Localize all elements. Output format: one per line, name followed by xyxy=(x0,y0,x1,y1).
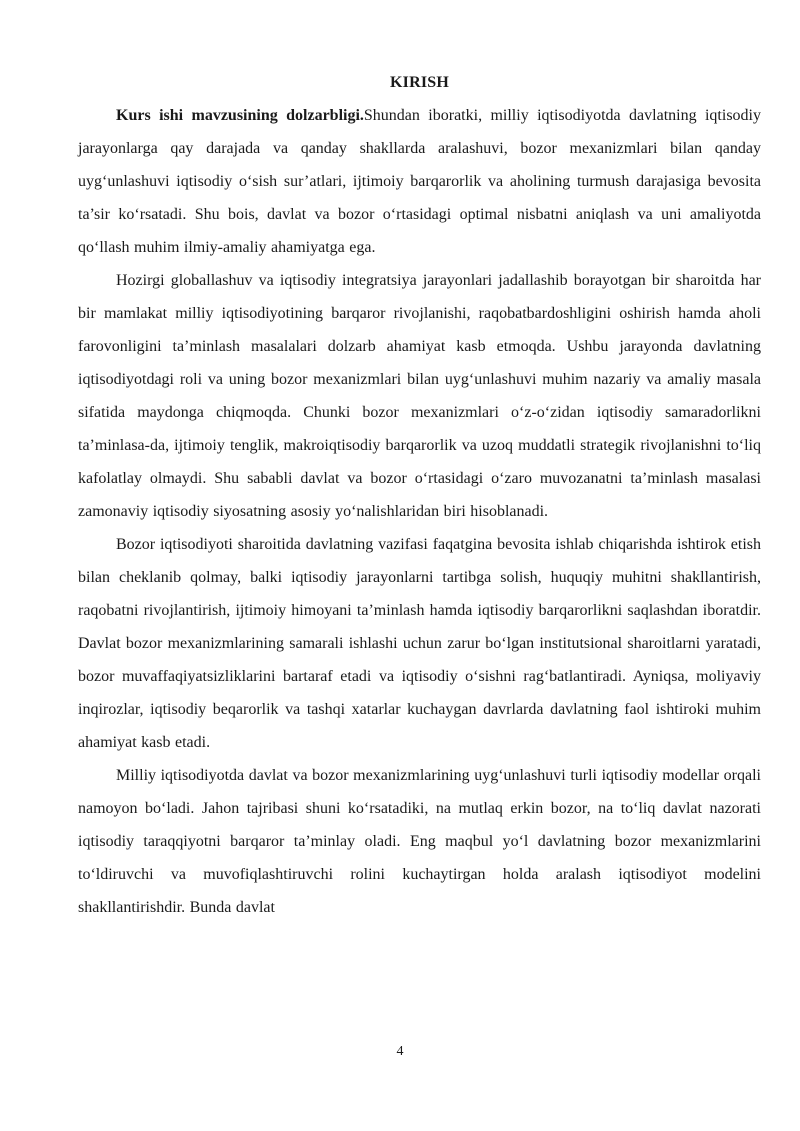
section-heading: KIRISH xyxy=(390,74,449,91)
paragraph-economic-models: Milliy iqtisodiyotda davlat va bozor mexanizmlarining uyg‘unlashuvi turli iqtisodiy modellar orqali namoyon bo‘ladi. Jahon tajribasi shuni ko‘rsatadiki, na mutlaq erkin bozor, na to‘liq davlat nazorati iqtisodiy taraqqiyotni barqaror ta’minlay oladi. Eng maqbul yo‘l davlatning bozor mexanizmlarini to‘ldiruvchi va muvofiqlashtiruvchi rolini kuchaytirgan holda aralash iqtisodiyot modelini shakllantirishdir. Bunda davlat xyxy=(78,767,761,916)
paragraph-state-role: Bozor iqtisodiyoti sharoitida davlatning vazifasi faqatgina bevosita ishlab chiqarishda ishtirok etish bilan cheklanib qolmay, balki iqtisodiy jarayonlarni tartibga solish, huquqiy muhitni shakllantirish, raqobatni rivojlantirish, ijtimoiy himoyani ta’minlash hamda iqtisodiy barqarorlikni saqlashdan iboratdir. Davlat bozor mexanizmlarining samarali ishlashi uchun zarur bo‘lgan institutsional sharoitlarni yaratadi, bozor muvaffaqiyatsizliklarini bartaraf etadi va iqtisodiy o‘sishni rag‘batlantiradi. Ayniqsa, moliyaviy inqirozlar, iqtisodiy beqarorlik va tashqi xatarlar kuchaygan davrlarda davlatning faol ishtiroki muhim ahamiyat kasb etadi. xyxy=(78,536,761,751)
paragraph-lead-bold: Kurs ishi mavzusining dolzarbligi. xyxy=(116,107,364,124)
paragraph-text: Shundan iboratki, milliy iqtisodiyotda davlatning iqtisodiy jarayonlarga qay darajada va qanday shakllarda aralashuvi, bozor mexanizmlari bilan qanday uyg‘unlashuvi iqtisodiy o‘sish sur’atlari, ijtimoiy barqarorlik va aholining turmush darajasiga bevosita ta’sir ko‘rsatadi. Shu bois, davlat va bozor o‘rtasidagi optimal nisbatni aniqlash va uni amaliyotda qo‘llash muhim ilmiy-amaliy ahamiyatga ega. xyxy=(78,107,761,256)
paragraph-globalization: Hozirgi globallashuv va iqtisodiy integratsiya jarayonlari jadallashib borayotgan bir sharoitda har bir mamlakat milliy iqtisodiyotining barqaror rivojlanishi, raqobatbardoshligini oshirish hamda aholi farovonligini ta’minlash masalalari dolzarb ahamiyat kasb etmoqda. Ushbu jarayonda davlatning iqtisodiyotdagi roli va uning bozor mexanizmlari bilan uyg‘unlashuvi muhim nazariy va amaliy masala sifatida maydonga chiqmoqda. Chunki bozor mexanizmlari o‘z-o‘zidan iqtisodiy samaradorlikni ta’minlasa-da, ijtimoiy tenglik, makroiqtisodiy barqarorlik va uzoq muddatli strategik rivojlanishni to‘liq kafolatlay olmaydi. Shu sababli davlat va bozor o‘rtasidagi o‘zaro muvozanatni ta’minlash masalasi zamonaviy iqtisodiy siyosatning asosiy yo‘nalishlaridan biri hisoblanadi. xyxy=(78,272,761,520)
paragraph-relevance xyxy=(78,99,761,264)
page-number: 4 xyxy=(396,1044,404,1059)
document-page xyxy=(78,72,761,924)
